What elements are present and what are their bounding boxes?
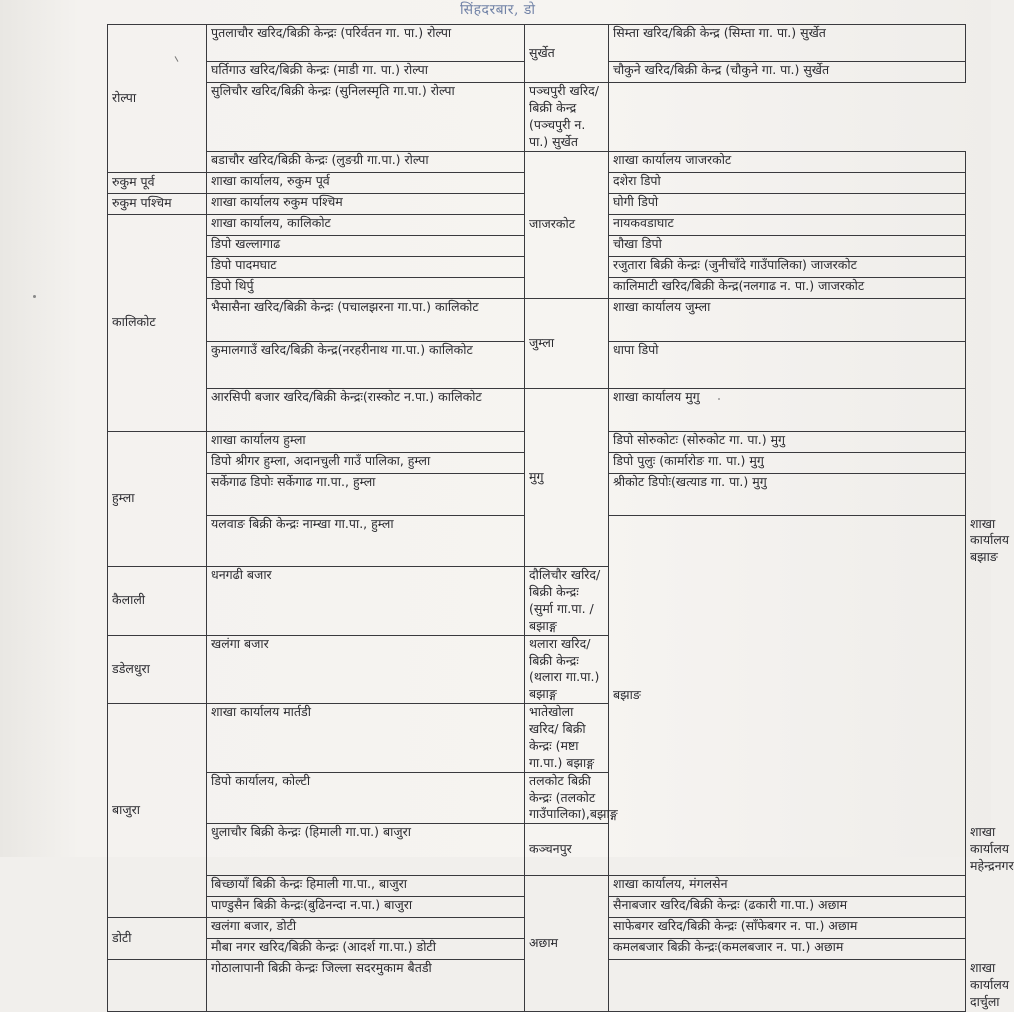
district-cell: कञ्चनपुर (525, 824, 609, 876)
office-cell: श्रीकोट डिपोः(खत्याड गा. पा.) मुगु (609, 473, 966, 515)
office-cell: रजुतारा बिक्री केन्द्रः (जुनीचाँदे गाउँपालिका) जाजरकोट (609, 256, 966, 277)
office-cell: डिपो पुलुः (कार्मारोङ गा. पा.) मुगु (609, 452, 966, 473)
office-cell: चौखा डिपो (609, 235, 966, 256)
office-cell: शाखा कार्यालय जाजरकोट (609, 151, 966, 172)
office-cell: बिच्छायाँ बिक्री केन्द्रः हिमाली गा.पा., बाजुरा (207, 875, 525, 896)
table-row (108, 83, 966, 123)
district-cell: मुगु (525, 388, 609, 567)
table-row: यलवाङ बिक्री केन्द्रः नाम्खा गा.पा., हुम्ला बझाङ शाखा कार्यालय बझाङ (108, 515, 966, 567)
district-cell: अछाम (525, 875, 609, 1011)
district-cell: जुम्ला (525, 298, 609, 388)
office-cell: यलवाङ बिक्री केन्द्रः नाम्खा गा.पा., हुम्ला (207, 515, 525, 567)
office-cell: खलंगा बजार, डोटी (207, 917, 525, 938)
district-cell: बझाङ (609, 515, 966, 875)
office-cell: शाखा कार्यालय, कालिकोट (207, 214, 525, 235)
table-row: गोठालापानी बिक्री केन्द्रः जिल्ला सदरमुकाम बैतडी शाखा कार्यालय दार्चुला (108, 959, 966, 1011)
office-cell: घोगी डिपो (609, 193, 966, 214)
office-cell: डिपो थिर्पु (207, 277, 525, 298)
office-cell: नायकवडाघाट (609, 214, 966, 235)
table-row (108, 298, 966, 321)
district-cell: कालिकोट (108, 214, 207, 431)
table-row: धुलाचौर बिक्री केन्द्रः (हिमाली गा.पा.) बाजुरा कञ्चनपुर शाखा कार्यालय महेन्द्रनगर (108, 824, 966, 876)
office-cell: भातेखोला खरिद/ बिक्री केन्द्रः (मष्टा गा.पा.) बझाङ्ग (525, 704, 609, 773)
office-cell: धनगढी बजार (207, 567, 525, 636)
district-cell: कैलाली (108, 567, 207, 636)
office-cell: डिपो श्रीगर हुम्ला, अदानचुली गाउँ पालिका, हुम्ला (207, 452, 525, 473)
office-cell: शाखा कार्यालय, रुकुम पूर्व (207, 172, 525, 193)
district-cell: डडेलधुरा (108, 635, 207, 704)
office-cell: शाखा कार्यालय हुम्ला (207, 431, 525, 452)
district-cell: सुर्खेत (525, 25, 609, 83)
office-cell: चौकुने खरिद/बिक्री केन्द्र (चौकुने गा. पा.) सुर्खेत (609, 62, 966, 83)
table-row (108, 25, 966, 48)
ink-dot (33, 295, 36, 298)
office-cell: आरसिपी बजार खरिद/बिक्री केन्द्रः(रास्कोट न.पा.) कालिकोट (207, 388, 525, 431)
district-cell: रुकुम पश्चिम (108, 193, 207, 214)
office-cell: मौबा नगर खरिद/बिक्री केन्द्रः (आदर्श गा.पा.) डोटी (207, 938, 525, 959)
district-cell: रोल्पा (108, 25, 207, 173)
office-cell: घर्तिगाउ खरिद/बिक्री केन्द्रः (माडी गा. पा.) रोल्पा (207, 62, 525, 83)
page-header-stamp: सिंहदरबार, डो (460, 2, 536, 18)
office-cell: डिपो पादमघाट (207, 256, 525, 277)
office-cell: धापा डिपो (609, 341, 966, 388)
office-cell: दौलिचौर खरिद/ बिक्री केन्द्रः (सुर्मा गा.पा. /बझाङ्ग (525, 567, 609, 636)
office-cell: थलारा खरिद/बिक्री केन्द्रः (थलारा गा.पा.) बझाङ्ग (525, 635, 609, 704)
office-cell: धुलाचौर बिक्री केन्द्रः (हिमाली गा.पा.) बाजुरा (207, 824, 525, 876)
office-cell: कालिमाटी खरिद/बिक्री केन्द्र(नलगाढ न. पा.) जाजरकोट (609, 277, 966, 298)
office-cell: शाखा कार्यालय मुगु (609, 388, 966, 431)
district-cell: जाजरकोट (525, 151, 609, 298)
office-cell: कुमालगाउँ खरिद/बिक्री केन्द्र(नरहरीनाथ गा.पा.) कालिकोट (207, 341, 525, 388)
office-cell: शाखा कार्यालय, मंगलसेन (609, 875, 966, 896)
office-cell: सर्केगाढ डिपोः सर्केगाढ गा.पा., हुम्ला (207, 473, 525, 515)
table-row (108, 151, 966, 172)
office-cell: सिम्ता खरिद/बिक्री केन्द्र (सिम्ता गा. पा.) सुर्खेत (609, 25, 966, 62)
office-cell: कमलबजार बिक्री केन्द्रः(कमलबजार न. पा.) अछाम (609, 938, 966, 959)
office-cell: साफेबगर खरिद/बिक्री केन्द्रः (साँफेबगर न. पा.) अछाम (609, 917, 966, 938)
office-cell: शाखा कार्यालय मार्तडी (207, 704, 525, 773)
office-cell: पञ्चपुरी खरिद/बिक्री केन्द्र (पञ्चपुरी न. पा.) सुर्खेत (525, 83, 609, 152)
office-cell: सुलिचौर खरिद/बिक्री केन्द्रः (सुनिलस्मृति गा.पा.) रोल्पा (207, 83, 525, 152)
district-cell: रुकुम पूर्व (108, 172, 207, 193)
office-cell: गोठालापानी बिक्री केन्द्रः जिल्ला सदरमुकाम बैतडी (207, 959, 525, 1011)
office-cell: खलंगा बजार (207, 635, 525, 704)
office-cell: दशेरा डिपो (609, 172, 966, 193)
district-cell: डोटी (108, 917, 207, 959)
district-cell (609, 959, 966, 1011)
office-cell: तलकोट बिक्री केन्द्रः (तलकोट गाउँपालिका),बझाङ्ग (525, 772, 609, 824)
office-cell: पुतलाचौर खरिद/बिक्री केन्द्रः (परिर्वतन गा. पा.) रोल्पा (207, 25, 525, 62)
office-cell: सैनाबजार खरिद/बिक्री केन्द्रः (ढकारी गा.पा.) अछाम (609, 896, 966, 917)
office-cell: डिपो खल्लागाढ (207, 235, 525, 256)
office-cell: शाखा कार्यालय जुम्ला (609, 298, 966, 341)
table-row (108, 388, 966, 410)
office-cell: बडाचौर खरिद/बिक्री केन्द्रः (लुङग्री गा.पा.) रोल्पा (207, 151, 525, 172)
office-cell: डिपो सोरुकोटः (सोरुकोट गा. पा.) मुगु (609, 431, 966, 452)
table-row (108, 875, 966, 896)
district-cell: हुम्ला (108, 431, 207, 567)
district-cell (108, 959, 207, 1011)
district-cell: बाजुरा (108, 704, 207, 918)
office-table (107, 24, 1014, 1012)
office-cell: डिपो कार्यालय, कोल्टी (207, 772, 525, 824)
office-cell: पाण्डुसैन बिक्री केन्द्रः(बुढिनन्दा न.पा.) बाजुरा (207, 896, 525, 917)
office-cell: भैसासैना खरिद/बिक्री केन्द्रः (पचालझरना गा.पा.) कालिकोट (207, 298, 525, 341)
office-cell: शाखा कार्यालय रुकुम पश्चिम (207, 193, 525, 214)
